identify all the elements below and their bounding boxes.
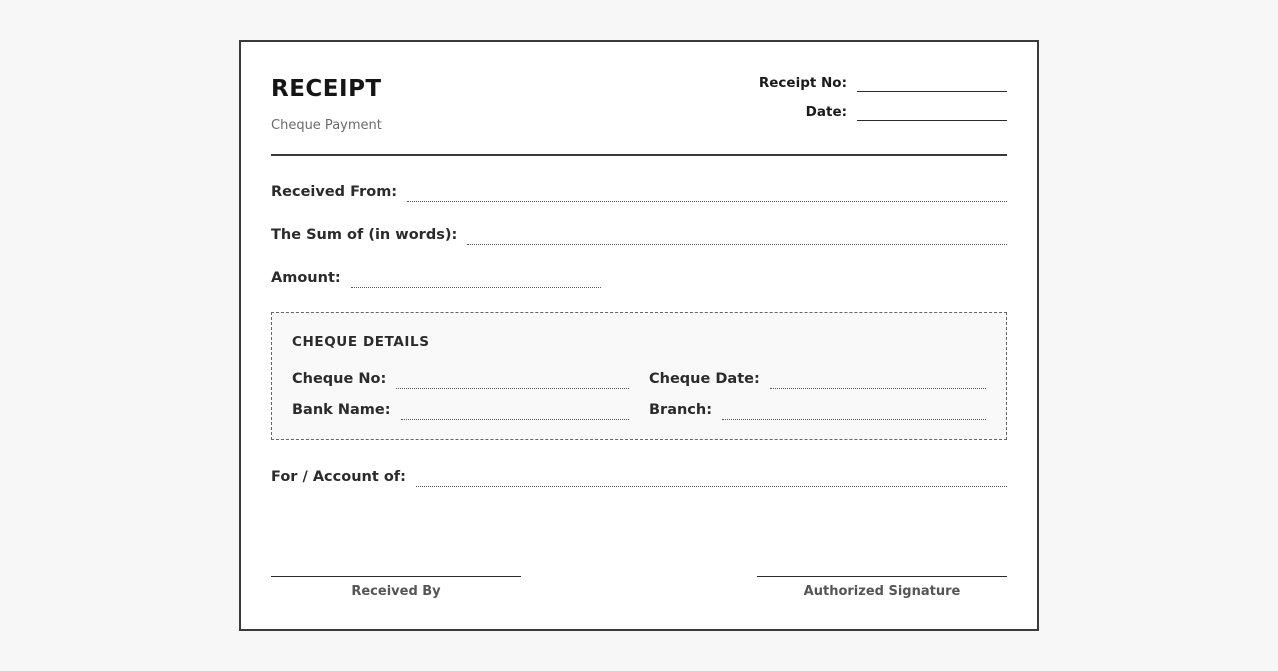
receipt-no-label: Receipt No: [758, 75, 847, 91]
sum-words-field[interactable] [467, 228, 1007, 245]
amount-label: Amount: [271, 270, 341, 286]
bank-name-label: Bank Name: [292, 402, 391, 418]
received-from-field[interactable] [407, 185, 1007, 202]
account-of-row [271, 467, 1007, 487]
received-from-row [271, 182, 1007, 202]
authorized-signature-label: Authorized Signature [803, 584, 961, 599]
sum-words-label: The Sum of (in words): [271, 227, 458, 243]
bank-name-field[interactable] [401, 403, 629, 420]
header-divider [271, 154, 1007, 156]
received-by-signature [271, 576, 521, 599]
received-from-label: Received From: [271, 184, 398, 200]
cheque-no-field[interactable] [396, 372, 629, 389]
authorized-signature [757, 576, 1007, 599]
cheque-date-row [649, 369, 986, 389]
receipt-no-row [759, 74, 1007, 92]
received-by-line[interactable] [271, 576, 521, 577]
amount-field[interactable] [351, 271, 601, 288]
amount-row [271, 268, 601, 288]
bank-name-row [292, 400, 629, 420]
cheque-no-label: Cheque No: [292, 371, 387, 387]
cheque-no-row [292, 369, 629, 389]
receipt-form [239, 40, 1039, 631]
branch-label: Branch: [649, 402, 713, 418]
account-of-label: For / Account of: [271, 469, 406, 485]
receipt-no-field[interactable] [857, 75, 1007, 92]
cheque-date-label: Cheque Date: [649, 371, 760, 387]
authorized-signature-line[interactable] [757, 576, 1007, 577]
cheque-date-field[interactable] [770, 372, 986, 389]
account-of-field[interactable] [416, 470, 1007, 487]
branch-field[interactable] [722, 403, 986, 420]
sum-words-row [271, 225, 1007, 245]
branch-row [649, 400, 986, 420]
cheque-details-title: CHEQUE DETAILS [292, 334, 430, 350]
received-by-label: Received By [351, 584, 441, 599]
date-row [806, 103, 1007, 121]
date-label: Date: [805, 104, 847, 120]
receipt-subtitle: Cheque Payment [271, 118, 382, 133]
date-field[interactable] [857, 104, 1007, 121]
cheque-details-box [271, 312, 1007, 440]
receipt-title: RECEIPT [271, 76, 382, 102]
